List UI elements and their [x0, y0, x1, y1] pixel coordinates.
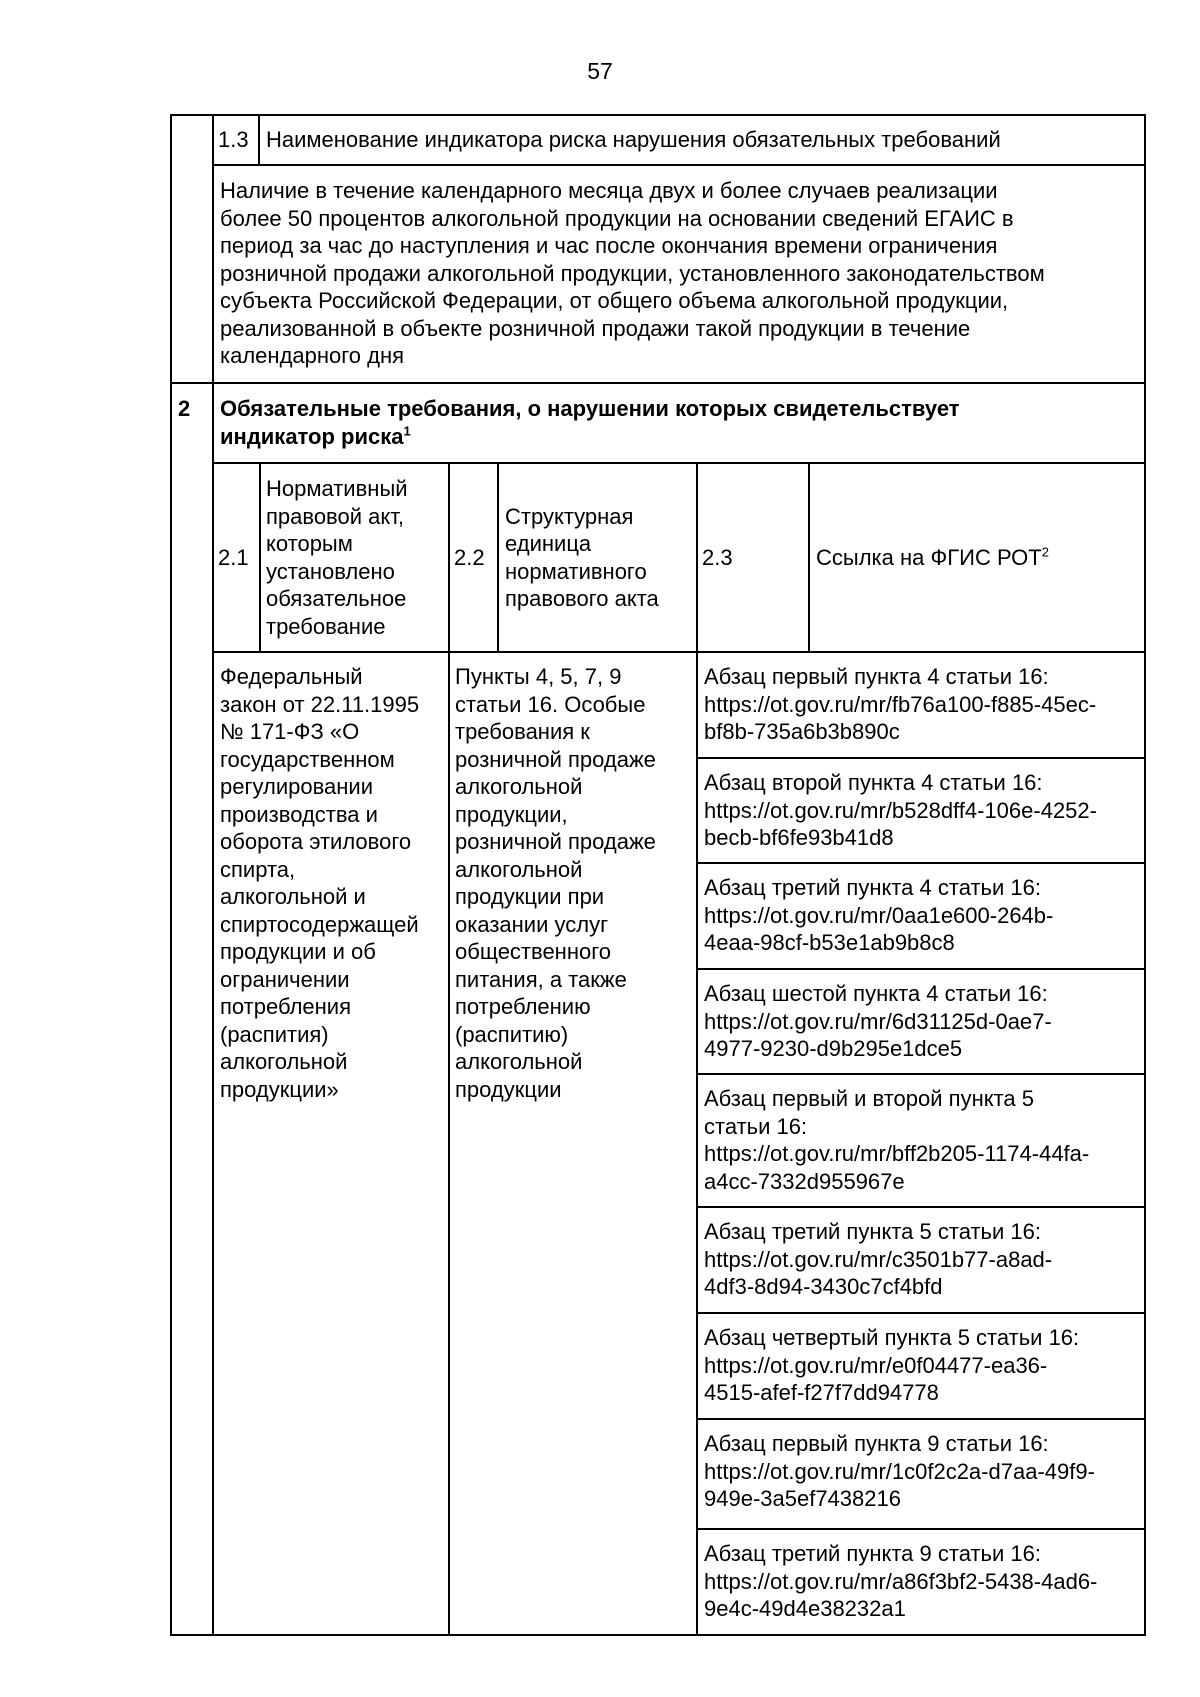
- unit-line: продукции: [455, 1076, 562, 1102]
- description-line: период за час до наступления и час после окончания времени ограничения: [220, 233, 998, 258]
- link-url-line[interactable]: https://ot.gov.ru/mr/a86f3bf2-5438-4ad6-: [704, 1568, 1098, 1594]
- act-line: оборота этилового: [220, 829, 412, 854]
- link-line: Абзац третий пункта 9 статьи 16:: [704, 1541, 1041, 1566]
- fgis-link-cell[interactable]: [704, 1218, 1140, 1301]
- row-2-heading-line-1: Обязательные требования, о нарушении которых свидетельствует: [220, 396, 960, 421]
- label-line: обязательное: [266, 586, 407, 611]
- row-2-top: [170, 382, 1146, 384]
- act-line: спирта,: [220, 856, 296, 882]
- fgis-link-cell[interactable]: [704, 1430, 1140, 1513]
- link-line: Абзац первый и второй пункта 5: [704, 1086, 1034, 1111]
- link-line: Абзац шестой пункта 4 статьи 16:: [704, 981, 1048, 1006]
- sub-header-2-3-number: 2.3: [702, 544, 733, 570]
- link-divider-8: [696, 1528, 1146, 1530]
- act-line: спиртосодержащей: [220, 911, 419, 937]
- link-line: Абзац четвертый пункта 5 статьи 16:: [704, 1325, 1080, 1350]
- sub-header-divider-e: [808, 462, 810, 652]
- description-line: реализованной в объекте розничной продажи такой продукции в течение: [220, 315, 971, 341]
- row-1-3-number-divider: [258, 114, 260, 165]
- link-url-line[interactable]: bf8b-735a6b3b890c: [704, 719, 900, 744]
- link-line: статьи 16:: [704, 1113, 808, 1139]
- link-url-line[interactable]: becb-bf6fe93b41d8: [704, 825, 894, 850]
- unit-line: алкогольной: [455, 856, 583, 882]
- fgis-link-cell[interactable]: [704, 769, 1140, 852]
- act-line: производства и: [220, 801, 378, 827]
- sub-header-bottom: [212, 651, 1146, 653]
- act-line: продукции»: [220, 1076, 339, 1102]
- link-line: Абзац третий пункта 5 статьи 16:: [704, 1219, 1041, 1244]
- link-divider-2: [696, 862, 1146, 864]
- link-url-line[interactable]: 4515-afef-f27f7dd94778: [704, 1380, 939, 1405]
- unit-line: (распитию): [455, 1021, 569, 1047]
- act-line: алкогольной и: [220, 884, 366, 909]
- footnote-marker-1: 1: [403, 423, 411, 439]
- table-left-border: [170, 114, 172, 1636]
- label-line: правовой акт,: [266, 503, 404, 529]
- unit-line: алкогольной: [455, 1049, 583, 1074]
- label-line: правового акта: [505, 586, 659, 611]
- table-right-border: [1144, 114, 1146, 1636]
- row-2-heading-line-2: [220, 423, 1140, 451]
- description-line: более 50 процентов алкогольной продукции на основании сведений ЕГАИС в: [220, 205, 1014, 231]
- description-line: календарного дня: [220, 343, 405, 368]
- sub-header-2-3-text: Ссылка на ФГИС РОТ: [816, 544, 1042, 570]
- link-divider-5: [696, 1206, 1146, 1208]
- link-url-line[interactable]: 4df3-8d94-3430c7cf4bfd: [704, 1274, 943, 1299]
- unit-line: потреблению: [455, 994, 591, 1019]
- row-2-number: 2: [178, 396, 191, 421]
- unit-line: требования к: [455, 719, 590, 744]
- row-2-heading: [220, 395, 1140, 450]
- sub-header-divider-b: [448, 462, 450, 1636]
- unit-line: алкогольной: [455, 774, 583, 799]
- fgis-link-cell[interactable]: [704, 1324, 1140, 1407]
- unit-line: продукции при: [455, 884, 605, 909]
- fgis-link-cell[interactable]: [704, 874, 1140, 957]
- link-line: Абзац второй пункта 4 статьи 16:: [704, 770, 1043, 795]
- row-1-3-number: 1.3: [218, 127, 249, 153]
- act-line: регулировании: [220, 774, 374, 799]
- link-url-line[interactable]: a4cc-7332d955967e: [704, 1168, 905, 1194]
- sub-header-2-2-label: [505, 464, 695, 651]
- act-line: (распития): [220, 1021, 329, 1047]
- act-line: потребления: [220, 994, 352, 1019]
- link-divider-7: [696, 1418, 1146, 1420]
- act-line: Федеральный: [220, 664, 363, 689]
- unit-line: оказании услуг: [455, 911, 609, 937]
- sub-header-divider-c: [497, 462, 499, 652]
- unit-line: Пункты 4, 5, 7, 9: [455, 664, 622, 689]
- sub-header-2-3-label: [816, 464, 1141, 651]
- sub-header-divider-a: [259, 462, 261, 652]
- link-url-line[interactable]: https://ot.gov.ru/mr/1c0f2c2a-d7aa-49f9-: [704, 1458, 1095, 1484]
- unit-line: розничной продаже: [455, 746, 656, 772]
- link-url-line[interactable]: https://ot.gov.ru/mr/e0f04477-ea36-: [704, 1352, 1048, 1378]
- act-line: ограничении: [220, 966, 350, 992]
- page-number: 57: [587, 58, 613, 84]
- row-2-heading-line-2-text: индикатор риска: [220, 423, 404, 449]
- unit-line: статьи 16. Особые: [455, 691, 646, 717]
- link-url-line[interactable]: 9e4c-49d4e38232a1: [704, 1596, 906, 1621]
- act-line: № 171-ФЗ «О: [220, 719, 360, 744]
- link-url-line[interactable]: 4eaa-98cf-b53e1ab9b8c8: [704, 930, 955, 955]
- unit-line: продукции,: [455, 801, 568, 827]
- label-line: единица: [505, 531, 592, 556]
- structural-unit: [455, 663, 695, 1623]
- link-url-line[interactable]: https://ot.gov.ru/mr/bff2b205-1174-44fa-: [704, 1141, 1090, 1166]
- fgis-link-cell[interactable]: [704, 1540, 1140, 1623]
- row-1-3-heading: Наименование индикатора риска нарушения обязательных требований: [266, 127, 1001, 153]
- act-line: алкогольной: [220, 1049, 348, 1074]
- unit-line: розничной продаже: [455, 829, 656, 854]
- normative-act: [220, 663, 448, 1623]
- link-divider-4: [696, 1073, 1146, 1075]
- row-1-3-description: [220, 177, 1140, 377]
- label-line: Нормативный: [266, 476, 408, 501]
- link-url-line[interactable]: 4977-9230-d9b295e1dce5: [704, 1036, 963, 1061]
- label-line: установлено: [266, 558, 395, 584]
- number-column-divider: [212, 114, 214, 1636]
- link-url-line[interactable]: https://ot.gov.ru/mr/6d31125d-0ae7-: [704, 1008, 1052, 1034]
- fgis-link-cell[interactable]: [704, 663, 1140, 746]
- link-url-line[interactable]: https://ot.gov.ru/mr/fb76a100-f885-45ec-: [704, 691, 1097, 717]
- link-url-line[interactable]: https://ot.gov.ru/mr/c3501b77-a8ad-: [704, 1246, 1053, 1272]
- sub-header-2-2-number: 2.2: [454, 544, 485, 570]
- fgis-link-cell[interactable]: [704, 1085, 1140, 1195]
- link-divider-1: [696, 757, 1146, 759]
- row-1-3-heading-bottom: [212, 164, 1146, 166]
- link-url-line[interactable]: 949e-3a5ef7438216: [704, 1486, 901, 1511]
- link-url-line[interactable]: https://ot.gov.ru/mr/b528dff4-106e-4252-: [704, 797, 1097, 823]
- sub-header-divider-d: [696, 462, 698, 1636]
- link-url-line[interactable]: https://ot.gov.ru/mr/0aa1e600-264b-: [704, 902, 1054, 928]
- link-line: Абзац третий пункта 4 статьи 16:: [704, 875, 1041, 900]
- unit-line: питания, а также: [455, 966, 627, 992]
- label-line: нормативного: [505, 558, 647, 584]
- footnote-marker-2: 2: [1041, 544, 1049, 560]
- description-line: Наличие в течение календарного месяца двух и более случаев реализации: [220, 178, 998, 203]
- table-bottom-border: [170, 1634, 1146, 1636]
- act-line: продукции и об: [220, 939, 376, 964]
- description-line: субъекта Российской Федерации, от общего объема алкогольной продукции,: [220, 288, 1009, 313]
- fgis-link-cell[interactable]: [704, 980, 1140, 1063]
- sub-header-2-1-number: 2.1: [218, 544, 249, 570]
- link-line: Абзац первый пункта 4 статьи 16:: [704, 664, 1049, 689]
- label-line: которым: [266, 531, 353, 556]
- link-divider-6: [696, 1312, 1146, 1314]
- link-line: Абзац первый пункта 9 статьи 16:: [704, 1431, 1049, 1456]
- unit-line: общественного: [455, 939, 611, 964]
- link-divider-3: [696, 968, 1146, 970]
- description-line: розничной продажи алкогольной продукции, установленного законодательством: [220, 260, 1045, 286]
- act-line: закон от 22.11.1995: [220, 691, 420, 717]
- act-line: государственном: [220, 746, 395, 772]
- sub-header-2-1-label: [266, 464, 446, 651]
- label-line: требование: [266, 613, 386, 639]
- label-line: Структурная: [505, 503, 634, 529]
